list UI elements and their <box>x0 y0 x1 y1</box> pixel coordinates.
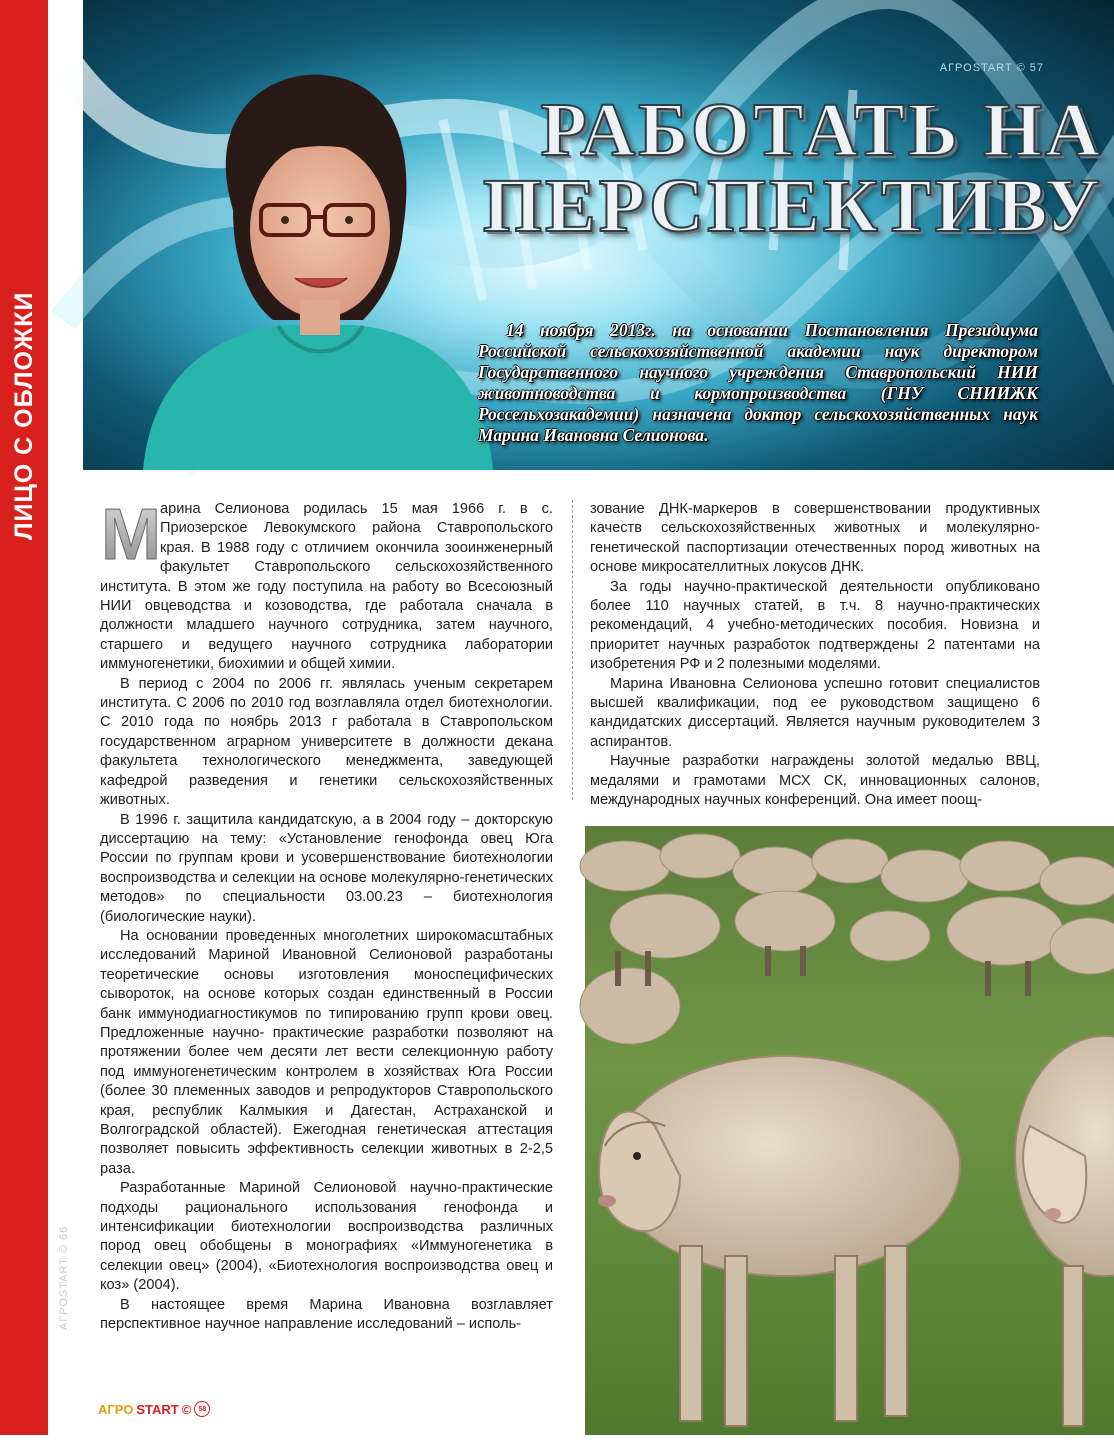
side-margin <box>48 0 83 1435</box>
running-head: АГРОSTART © 57 <box>939 62 1044 74</box>
footer-copyright-icon: © <box>181 1401 192 1417</box>
vertical-magazine-mark: АГРОSTART © 66 <box>58 1225 70 1330</box>
page-footer <box>98 1400 210 1418</box>
section-label-text: ЛИЦО С ОБЛОЖКИ <box>10 291 38 540</box>
article-headline <box>443 88 1103 248</box>
paragraph: В 1996 г. защитила кандидатскую, а в 2004 году – докторскую диссертацию на тему: «Установление генофонда овец Юга России по группам крови и усовершенствование биотехнологии воспроизводства и селекции на основе молекулярно-генетических методов» по специальности 03.00.23 – биотехнология (биологические науки). <box>100 811 553 925</box>
drop-cap-letter: М <box>101 495 161 575</box>
footer-logo-start: START <box>136 1401 179 1417</box>
paragraph: Разработанные Мариной Селионовой научно-практические подходы рационального использования генофонда и интенсификации биотехнологии воспроизводства различных пород овец обобщены в монографиях «Иммуногенетика в селекции овец» (2004), «Биотехнология воспроизводства овец и коз» (2004). <box>100 1180 553 1294</box>
paragraph: Марина Ивановна Селионова успешно готовит специалистов высшей квалификации, под ее руководством защищено 6 кандидатских диссертаций. Является научным руководителем 3 аспирантов. <box>590 675 1040 750</box>
footer-logo-agro: АГРО <box>98 1401 134 1417</box>
article-column-1 <box>100 495 553 1334</box>
paragraph: На основании проведенных многолетних широкомасштабных исследований Мариной Ивановной Селионовой разработаны теоретические основы изготовления моноспецифических сывороток, на основе которых создан единственный в России банк иммунодиагностикумов по типированию групп крови овец. Предложенные научно- практические разработки позволяют на протяжении более чем десяти лет вести селекционную работу под иммуногенетическим контролем в хозяйствах Юга России (более 30 племенных заводов и репродукторов Ставропольского края, республик Калмыкия и Дагестан, Астраханской и Волгоградской областей). Ежегодная генетическая аттестация позволяет повысить эффективность селекции животных в 2-2,5 раза. <box>100 927 553 1177</box>
page-number: 58 <box>194 1401 210 1417</box>
section-side-band <box>0 0 48 1435</box>
hero-banner <box>83 0 1114 470</box>
sheep-illustration <box>585 826 1114 1435</box>
headline-line-2: ПЕРСПЕКТИВУ <box>482 164 1103 248</box>
column-divider <box>572 500 573 800</box>
drop-cap <box>100 495 161 575</box>
paragraph: В настоящее время Марина Ивановна возглавляет перспективное научное направление исследований – исполь- <box>100 1296 553 1333</box>
headline-line-1: РАБОТАТЬ НА <box>540 88 1103 172</box>
article-column-2 <box>590 500 1040 811</box>
paragraph: зование ДНК-маркеров в совершенствовании продуктивных качеств сельскохозяйственных животных и молекулярно-генетической паспортизации отечественных пород животных на основе микросателлитных локусов ДНК. <box>590 501 1040 576</box>
sheep-flock-photo <box>585 826 1114 1435</box>
paragraph: арина Селионова родилась 15 мая 1966 г. в с. Приозерское Левокумского района Ставропольского края. В 1988 году с отличием окончила зооинженерный факультет Ставропольского сельскохозяйственного института. В этом же году поступила на работу во Всесоюзный НИИ овцеводства и козоводства, где работала сначала в должности младшего научного сотрудника, затем научного, старшего и ведущего научного сотрудника лаборатории иммуногенетики, биохимии и общей химии. <box>100 501 553 673</box>
paragraph: В период с 2004 по 2006 гг. являлась ученым секретарем института. С 2006 по 2010 год возглавляла отдел биотехнологии. С 2010 года по ноябрь 2013 г работала в Ставропольском государственном аграрном университете в должности декана факультета технологического менеджмента, заведующей кафедрой разведения и генетики сельскохозяйственных животных. <box>100 675 553 809</box>
paragraph: Научные разработки награждены золотой медалью ВВЦ, медалями и грамотами МСХ СК, инновационных салонов, международных научных конференций. Она имеет поощ- <box>590 753 1040 809</box>
lead-paragraph: 14 ноября 2013г. на основании Постановления Президиума Российской сельскохозяйственной академии наук директором Государственного научного учреждения Ставропольский НИИ животноводства и кормопроизводства (ГНУ СНИИЖК Россельхозакадемии) назначена доктор сельскохозяйственных наук Марина Ивановна Селионова. <box>478 320 1038 445</box>
paragraph: За годы научно-практической деятельности опубликовано более 110 научных статей, в т.ч. 8 научно-практических рекомендаций, 4 учебно-методических пособия. Новизна и приоритет научных разработок подтверждены 2 патентами на изобретения РФ и 2 полезными моделями. <box>590 578 1040 673</box>
